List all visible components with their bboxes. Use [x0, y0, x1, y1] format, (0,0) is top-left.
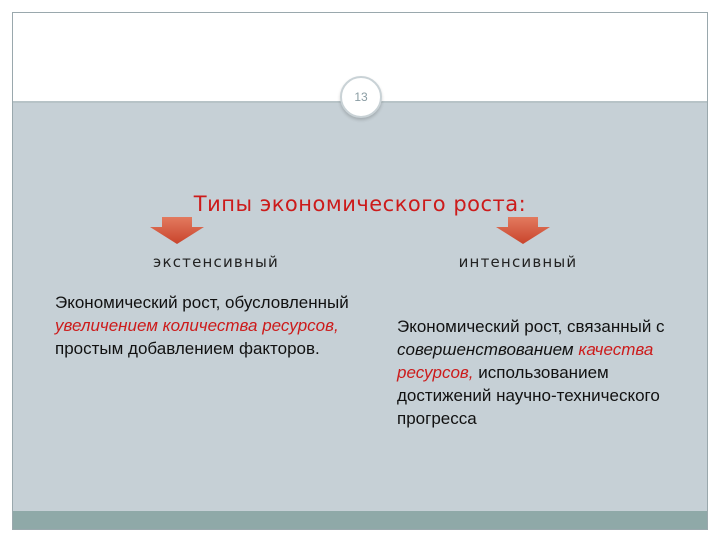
- highlight-text: качества ресурсов,: [397, 340, 654, 382]
- footer-bar: [13, 511, 707, 529]
- italic-text: совершенствованием: [397, 340, 574, 359]
- text: Экономический рост, обусловленный: [55, 293, 349, 312]
- down-arrow-icon: [494, 217, 552, 245]
- down-arrow-icon: [148, 217, 206, 245]
- branch-label-intensive: интенсивный: [458, 253, 578, 271]
- page-number: 13: [354, 90, 368, 104]
- page-number-badge: [340, 76, 382, 118]
- intensive-description: [397, 315, 697, 430]
- highlight-text: увеличением количества ресурсов,: [55, 316, 339, 335]
- text: простым добавлением факторов.: [55, 339, 320, 358]
- branch-label-extensive: экстенсивный: [153, 253, 279, 271]
- extensive-description: [55, 291, 355, 360]
- text: Экономический рост, связанный с: [397, 317, 665, 336]
- slide-title: Типы экономического роста:: [193, 192, 527, 216]
- text: использованием достижений научно-технического прогресса: [397, 363, 660, 428]
